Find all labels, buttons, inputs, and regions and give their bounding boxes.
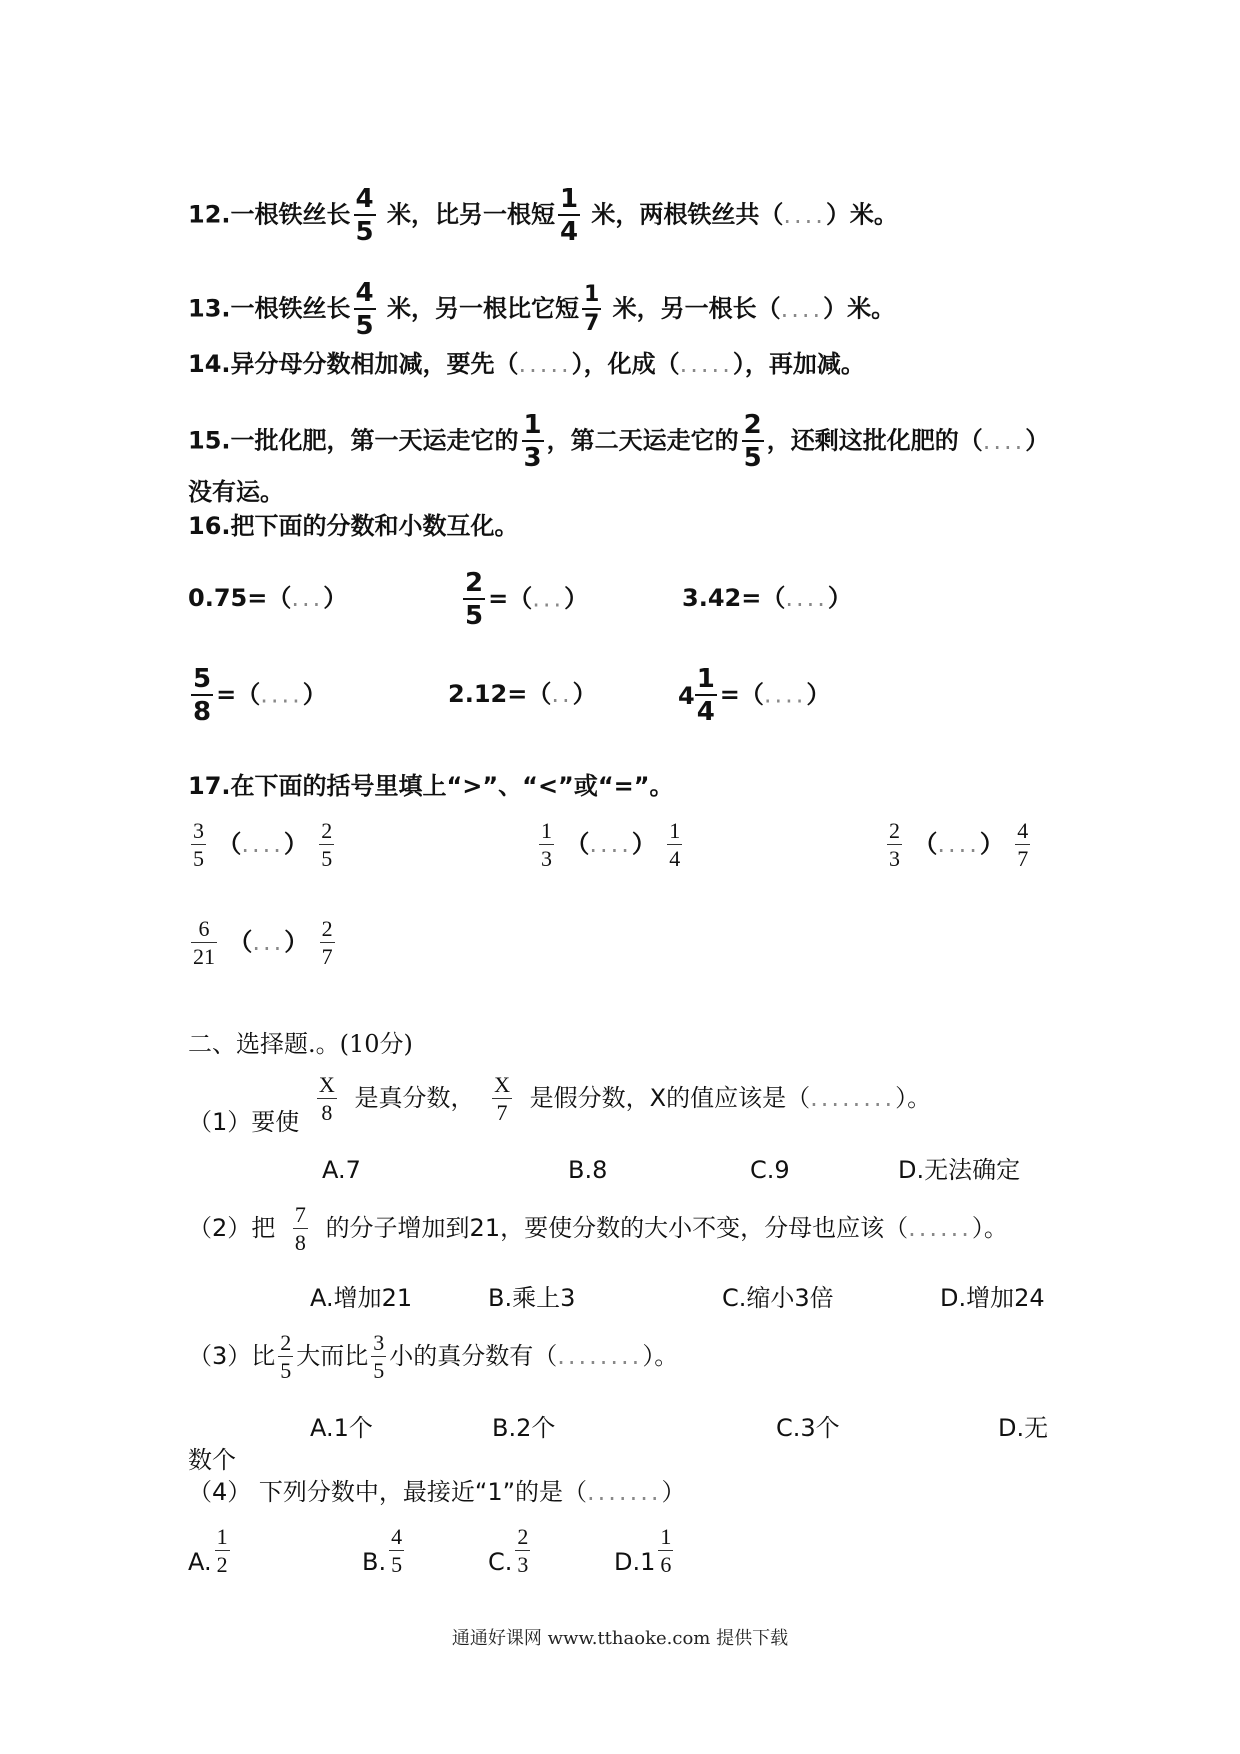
section-2-score: (10分) xyxy=(339,1030,413,1058)
q15-fraction-2: $\frac{2}{5}$ xyxy=(743,410,762,473)
c3-options xyxy=(188,1414,1048,1444)
q14-blank-1[interactable]: ..... xyxy=(518,350,572,378)
choice-question-3: （3）比 $\frac{2}{5}$ 大而比 $\frac{3}{5}$ 小的真分数有（........）。 xyxy=(188,1330,679,1383)
q16-blank-2[interactable]: ... xyxy=(532,584,565,613)
q16-blank-4[interactable]: .... xyxy=(260,680,303,709)
question-13 xyxy=(188,280,895,339)
c4-option-b[interactable]: B. $\frac{4}{5}$ xyxy=(362,1524,403,1577)
q16-blank-5[interactable]: .. xyxy=(551,680,573,708)
q13-suffix: 米，另一根长（ xyxy=(612,294,781,323)
c1-option-c[interactable]: C.9 xyxy=(750,1156,790,1184)
q15-prefix: 15.一批化肥，第一天运走它的 xyxy=(188,426,519,455)
choice-question-4: （4） 下列分数中，最接近“1”的是（.......） xyxy=(188,1478,686,1506)
q16-item-1: 0.75=（...） xyxy=(188,584,348,612)
c1-answer-blank[interactable]: ........ xyxy=(810,1084,896,1112)
q17-pair-2: $\frac{1}{3}$ （....） $\frac{1}{4}$ xyxy=(541,818,681,871)
c2-option-b[interactable]: B.乘上3 xyxy=(488,1284,576,1312)
q16-blank-6[interactable]: .... xyxy=(763,680,807,709)
q16-title: 16.把下面的分数和小数互化。 xyxy=(188,512,519,540)
choice-question-1: （1）要使 $\frac{X}{8}$ 是真分数， $\frac{X}{7}$ 是假分数，X的值应该是（........）。 xyxy=(188,1072,932,1136)
q13-answer-blank[interactable]: .... xyxy=(780,294,824,323)
q15-fraction-1: $\frac{1}{3}$ xyxy=(523,410,542,473)
c3-option-a[interactable]: A.1个 xyxy=(310,1414,373,1442)
q17-blank-4[interactable]: ... xyxy=(252,928,285,956)
q17-pair-1: $\frac{3}{5}$ （....） $\frac{2}{5}$ xyxy=(193,818,333,871)
q17-pair-4: $\frac{6}{21}$ （...） $\frac{2}{7}$ xyxy=(193,916,333,969)
q12-suffix: 米，两根铁丝共（ xyxy=(591,200,784,229)
c1-option-b[interactable]: B.8 xyxy=(568,1156,608,1184)
section-2-header: 二、选择题.。(10分) xyxy=(188,1030,413,1058)
footer-site: 通通好课网 xyxy=(451,1628,542,1649)
q12-fraction-2: $\frac{1}{4}$ xyxy=(559,184,579,247)
q15-mid: ，第二天运走它的 xyxy=(546,426,739,455)
q16-item-2: $\frac{2}{5}$ =（...） xyxy=(465,568,589,631)
q15-line-2: 没有运。 xyxy=(188,478,284,506)
c4-options xyxy=(188,1526,1048,1596)
q15-suffix: ，还剩这批化肥的（ xyxy=(766,426,983,455)
footer-text: 提供下载 xyxy=(716,1628,789,1649)
q13-fraction-2: $\frac{1}{7}$ xyxy=(583,282,600,336)
q17-blank-3[interactable]: .... xyxy=(937,830,980,858)
c4-answer-blank[interactable]: ....... xyxy=(587,1478,662,1506)
c3-option-c[interactable]: C.3个 xyxy=(776,1414,840,1442)
q12-answer-blank[interactable]: .... xyxy=(783,200,826,229)
q13-end: ）米。 xyxy=(823,294,896,323)
c3-answer-blank[interactable]: ........ xyxy=(557,1342,643,1370)
q13-prefix: 13.一根铁丝长 xyxy=(188,294,351,323)
q17-blank-1[interactable]: .... xyxy=(241,830,284,858)
q12-fraction-1: $\frac{4}{5}$ xyxy=(355,184,374,247)
choice-question-2: （2）把 $\frac{7}{8}$ 的分子增加到21，要使分数的大小不变，分母也应该（......）。 xyxy=(188,1202,1008,1255)
c2-option-c[interactable]: C.缩小3倍 xyxy=(722,1284,834,1312)
c3-wrap: 数个 xyxy=(188,1446,236,1474)
q15-end: ） xyxy=(1025,426,1050,455)
q14-text-3: ），再加减。 xyxy=(732,350,865,378)
q16-item-3: 3.42=（....） xyxy=(682,584,852,612)
q16-item-4: $\frac{5}{8}$ =（....） xyxy=(193,664,327,727)
q16-blank-3[interactable]: .... xyxy=(785,584,828,612)
q14-text-2: ），化成（ xyxy=(571,350,680,378)
q15-answer-blank[interactable]: .... xyxy=(982,426,1026,455)
question-14 xyxy=(188,350,865,378)
q12-prefix: 12.一根铁丝长 xyxy=(188,200,351,229)
c2-answer-blank[interactable]: ...... xyxy=(908,1214,972,1242)
q16-item-6: 4 $\frac{1}{4}$ =（....） xyxy=(678,664,831,727)
c1-option-d[interactable]: D.无法确定 xyxy=(898,1156,1021,1184)
c1-option-a[interactable]: A.7 xyxy=(322,1156,361,1184)
q16-item-5: 2.12=（..） xyxy=(448,680,597,708)
q16-blank-1[interactable]: ... xyxy=(291,584,324,612)
c4-option-c[interactable]: C. $\frac{2}{3}$ xyxy=(488,1524,529,1577)
q12-end: ）米。 xyxy=(825,200,898,229)
c3-option-b[interactable]: B.2个 xyxy=(492,1414,556,1442)
q12-mid: 米，比另一根短 xyxy=(386,200,555,229)
q14-text-1: 14.异分母分数相加减，要先（ xyxy=(188,350,519,378)
q13-mid: 米，另一根比它短 xyxy=(386,294,579,323)
footer-url[interactable]: www.tthaoke.com xyxy=(547,1628,711,1649)
q13-fraction-1: $\frac{4}{5}$ xyxy=(355,278,374,341)
c2-option-d[interactable]: D.增加24 xyxy=(940,1284,1045,1312)
footer xyxy=(0,1624,1240,1650)
c2-option-a[interactable]: A.增加21 xyxy=(310,1284,413,1312)
q17-grid xyxy=(188,820,1188,1000)
c1-options xyxy=(188,1156,1048,1186)
c4-option-d[interactable]: D.1 $\frac{1}{6}$ xyxy=(614,1524,672,1577)
q17-title: 17.在下面的括号里填上“>”、“<”或“=”。 xyxy=(188,772,674,800)
question-15 xyxy=(188,412,1049,471)
c4-option-a[interactable]: A. $\frac{1}{2}$ xyxy=(188,1524,228,1577)
q17-pair-3: $\frac{2}{3}$ （....） $\frac{4}{7}$ xyxy=(889,818,1029,871)
c3-option-d[interactable]: D.无 xyxy=(998,1414,1049,1442)
section-2-title: 二、选择题. xyxy=(188,1030,316,1058)
question-12 xyxy=(188,186,898,245)
c2-options xyxy=(188,1284,1048,1314)
q14-blank-2[interactable]: ..... xyxy=(679,350,733,378)
q17-blank-2[interactable]: .... xyxy=(589,830,632,858)
